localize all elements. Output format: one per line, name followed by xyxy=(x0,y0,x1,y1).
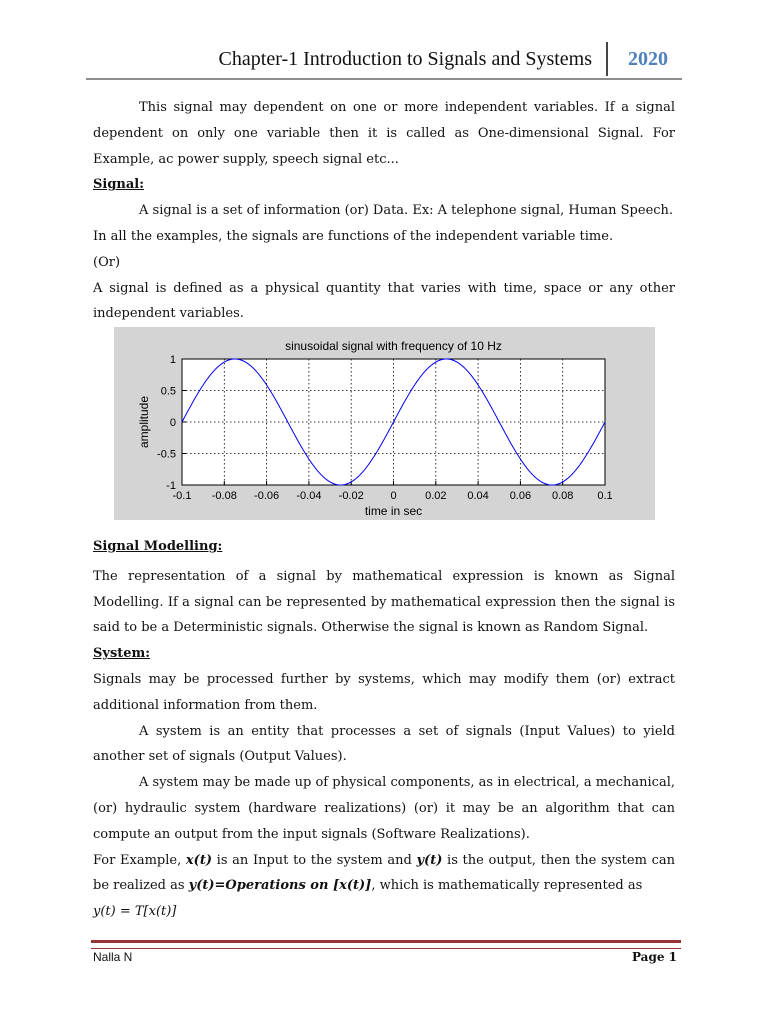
footer-rule xyxy=(91,940,681,949)
x-tick-label: 0.04 xyxy=(467,490,489,502)
header-year: 2020 xyxy=(628,48,668,70)
system-paragraph-2: A system is an entity that processes a set of signals (Input Values) to yield another set of signals (Output Values). xyxy=(93,723,675,765)
y-of-t: y(t) xyxy=(416,852,443,868)
x-tick-label: -0.04 xyxy=(296,490,322,502)
system-equation: y(t) = T[x(t)] xyxy=(93,904,177,920)
chapter-title: Chapter-1 Introduction to Signals and Systems xyxy=(218,48,592,70)
signal-definition-3: A signal is defined as a physical quantity that varies with time, space or any other independent variables. xyxy=(93,280,675,322)
page-header xyxy=(86,40,682,80)
x-tick-label: -0.1 xyxy=(172,490,192,502)
x-tick-label: -0.02 xyxy=(338,490,364,502)
footer-page-number: Page 1 xyxy=(631,950,677,964)
or-text: (Or) xyxy=(93,254,121,270)
modelling-heading: Signal Modelling: xyxy=(93,539,223,554)
x-tick-label: 0.06 xyxy=(509,490,532,502)
example-paragraph: For Example, x(t) is an Input to the system and y(t) is the output, then the system can be realized as y(t)=Operations on [x(t)], which is mathematically represented as xyxy=(93,852,675,894)
modelling-paragraph: The representation of a signal by mathematical expression is known as Signal Modelling. If a signal can be represented by mathematical expression then the signal is said to be a Deterministic signals. Otherwise the signal is known as Random Signal. xyxy=(93,568,675,636)
x-of-t: x(t) xyxy=(185,852,212,868)
footer-author: Nalla N xyxy=(93,950,133,964)
y-axis-label: amplitude xyxy=(137,395,151,449)
page-content-lower xyxy=(93,534,675,925)
signal-definition-1: A signal is a set of information (or) Data. Ex: A telephone signal, Human Speech. xyxy=(139,203,674,219)
y-tick-label: -1 xyxy=(166,480,176,492)
operations-expression: y(t)=Operations on [x(t)] xyxy=(188,878,372,894)
header-divider xyxy=(606,42,608,76)
x-tick-label: -0.06 xyxy=(254,490,280,502)
system-paragraph-3: A system may be made up of physical components, as in electrical, a mechanical, (or) hydraulic system (hardware realizations) (or) it may be an algorithm that can compute an output from the input signals (Software Realizations). xyxy=(93,775,675,842)
page-content xyxy=(93,95,675,327)
y-tick-label: -0.5 xyxy=(157,448,176,461)
x-tick-label: 0.08 xyxy=(551,490,574,502)
y-tick-label: 0 xyxy=(169,417,176,429)
x-tick-label: -0.08 xyxy=(211,490,237,502)
y-tick-label: 1 xyxy=(169,354,176,366)
y-tick-label: 0.5 xyxy=(160,385,176,398)
chart-title: sinusoidal signal with frequency of 10 Hz xyxy=(285,339,502,353)
x-tick-label: 0.02 xyxy=(425,490,447,502)
system-heading: System: xyxy=(93,646,151,662)
x-tick-label: 0 xyxy=(390,490,397,502)
system-paragraph-1: Signals may be processed further by systems, which may modify them (or) extract additional information from them. xyxy=(93,671,675,713)
sinusoid-chart xyxy=(114,327,655,520)
x-tick-label: 0.1 xyxy=(597,490,613,502)
signal-heading: Signal: xyxy=(93,177,145,193)
x-axis-label: time in sec xyxy=(364,504,423,518)
signal-definition-2: In all the examples, the signals are functions of the independent variable time. xyxy=(93,228,614,244)
intro-paragraph: This signal may dependent on one or more independent variables. If a signal dependent on only one variable then it is called as One-dimensional Signal. For Example, ac power supply, speech signal etc... xyxy=(93,100,675,167)
sinusoid-figure xyxy=(114,327,655,520)
